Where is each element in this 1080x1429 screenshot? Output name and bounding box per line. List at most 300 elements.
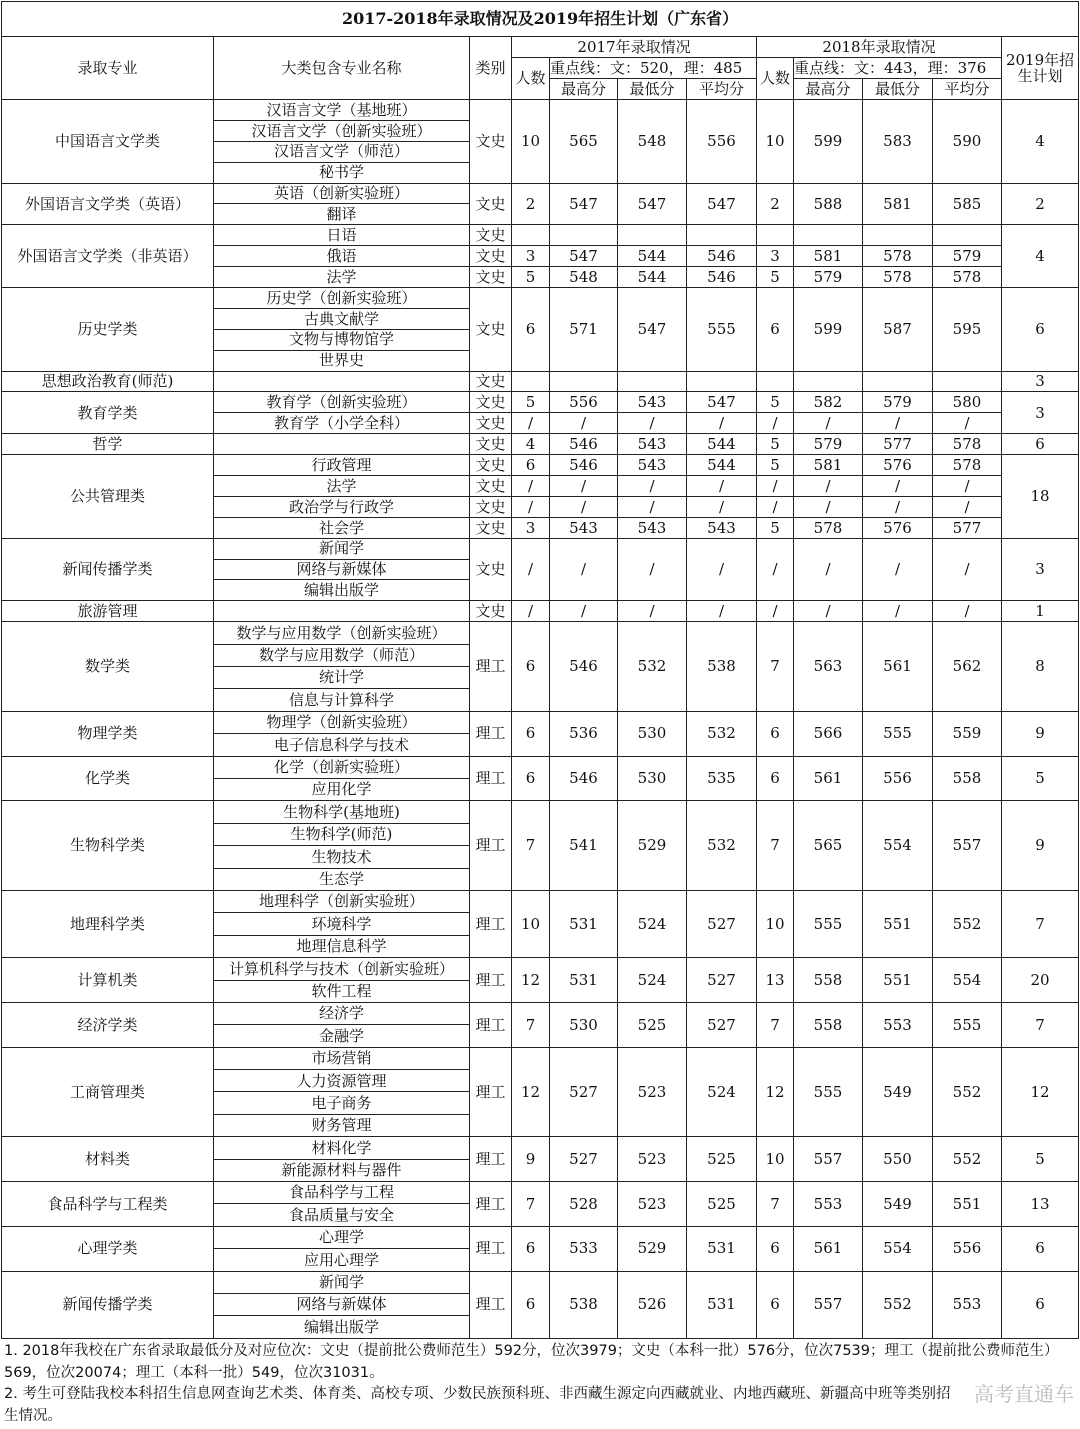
min-2017	[618, 225, 687, 246]
count-2018: 2	[757, 183, 794, 225]
avg-2017: 556	[687, 100, 757, 184]
min-2018: 549	[863, 1182, 933, 1227]
major-category: 外国语言文学类（英语）	[2, 183, 214, 225]
min-2018: 561	[863, 622, 933, 712]
sub-major: 电子商务	[214, 1092, 470, 1114]
major-category: 哲学	[2, 434, 214, 455]
table-row	[2, 958, 1079, 980]
major-category: 新闻传播学类	[2, 1271, 214, 1338]
sub-major: 汉语言文学（创新实验班）	[214, 120, 470, 141]
min-2017: 543	[618, 455, 687, 476]
avg-2017: /	[687, 476, 757, 497]
table-title: 2017-2018年录取情况及2019年招生计划（广东省）	[2, 2, 1079, 37]
table-row	[2, 756, 1079, 778]
avg-2017: /	[687, 601, 757, 622]
min-2018: 551	[863, 958, 933, 1003]
footnotes	[4, 1341, 1074, 1427]
type: 文史	[470, 183, 512, 225]
sub-major: 生物科学(师范)	[214, 823, 470, 845]
count-2017: 7	[512, 1002, 550, 1047]
major-category: 物理学类	[2, 711, 214, 756]
max-2017: 530	[550, 1002, 618, 1047]
header-avg-2018: 平均分	[933, 79, 1002, 100]
min-2018: 581	[863, 183, 933, 225]
min-2018: 587	[863, 288, 933, 372]
count-2018: 6	[757, 288, 794, 372]
table-row	[2, 288, 1079, 309]
table-row	[2, 601, 1079, 622]
avg-2017: 544	[687, 455, 757, 476]
sub-major: 社会学	[214, 517, 470, 538]
min-2018	[863, 225, 933, 246]
avg-2017: 527	[687, 1002, 757, 1047]
table-row	[2, 711, 1079, 733]
plan-2019: 6	[1002, 1271, 1079, 1338]
header-2018: 2018年录取情况	[757, 37, 1002, 58]
header-major: 录取专业	[2, 37, 214, 100]
min-2017: 543	[618, 517, 687, 538]
avg-2018	[933, 371, 1002, 392]
avg-2017: /	[687, 413, 757, 434]
min-2017: 525	[618, 1002, 687, 1047]
avg-2018: 557	[933, 801, 1002, 891]
count-2018: 7	[757, 1182, 794, 1227]
max-2018: 561	[794, 756, 863, 801]
plan-2019: 6	[1002, 288, 1079, 372]
count-2018: /	[757, 413, 794, 434]
max-2017: /	[550, 413, 618, 434]
min-2017: 524	[618, 958, 687, 1003]
count-2017: 5	[512, 392, 550, 413]
max-2017: 547	[550, 246, 618, 267]
count-2018: 5	[757, 267, 794, 288]
count-2018: /	[757, 476, 794, 497]
min-2018: 578	[863, 267, 933, 288]
count-2018: 5	[757, 392, 794, 413]
type: 文史	[470, 601, 512, 622]
major-category: 思想政治教育(师范)	[2, 371, 214, 392]
sub-major: 化学（创新实验班）	[214, 756, 470, 778]
count-2017: 10	[512, 100, 550, 184]
count-2017: /	[512, 601, 550, 622]
avg-2018: 577	[933, 517, 1002, 538]
plan-2019: 7	[1002, 1002, 1079, 1047]
avg-2018: 585	[933, 183, 1002, 225]
max-2017: 546	[550, 622, 618, 712]
avg-2018	[933, 225, 1002, 246]
sub-major: 财务管理	[214, 1114, 470, 1136]
type: 理工	[470, 1047, 512, 1137]
min-2017: 544	[618, 267, 687, 288]
min-2018: 549	[863, 1047, 933, 1137]
count-2018: 10	[757, 100, 794, 184]
plan-2019: 5	[1002, 1137, 1079, 1182]
header-count-2018: 人数	[757, 58, 794, 100]
avg-2018: 554	[933, 958, 1002, 1003]
min-2018: 556	[863, 756, 933, 801]
sub-major: 材料化学	[214, 1137, 470, 1159]
max-2018	[794, 371, 863, 392]
count-2017: 6	[512, 1226, 550, 1271]
table-row	[2, 1002, 1079, 1024]
avg-2018: /	[933, 413, 1002, 434]
avg-2018: 552	[933, 1047, 1002, 1137]
sub-major: 文物与博物馆学	[214, 329, 470, 350]
sub-major: 应用心理学	[214, 1249, 470, 1271]
plan-2019: 3	[1002, 371, 1079, 392]
type: 理工	[470, 958, 512, 1003]
table-row	[2, 1182, 1079, 1204]
count-2017: 5	[512, 267, 550, 288]
avg-2018: 578	[933, 455, 1002, 476]
max-2018: 599	[794, 288, 863, 372]
max-2017: 536	[550, 711, 618, 756]
avg-2018: /	[933, 601, 1002, 622]
avg-2018: /	[933, 496, 1002, 517]
plan-2019: 2	[1002, 183, 1079, 225]
footnote-1: 1. 2018年我校在广东省录取最低分及对应位次：文史（提前批公费师范生）592分，位次3979；文史（本科一批）576分，位次7539；理工（提前批公费师范生）569，位次20074；理工（本科一批）549，位次31031。	[4, 1343, 1059, 1381]
count-2017: 4	[512, 434, 550, 455]
plan-2019: 13	[1002, 1182, 1079, 1227]
avg-2018: 556	[933, 1226, 1002, 1271]
avg-2018: 559	[933, 711, 1002, 756]
count-2017: 7	[512, 1182, 550, 1227]
avg-2017	[687, 225, 757, 246]
min-2018: 583	[863, 100, 933, 184]
sub-major: 编辑出版学	[214, 1316, 470, 1338]
sub-major: 食品科学与工程	[214, 1182, 470, 1204]
type: 文史	[470, 267, 512, 288]
count-2018: 7	[757, 801, 794, 891]
table-row	[2, 801, 1079, 823]
max-2018: /	[794, 601, 863, 622]
max-2018: /	[794, 476, 863, 497]
sub-major: 物理学（创新实验班）	[214, 711, 470, 733]
admission-table	[1, 1, 1079, 1339]
major-category: 外国语言文学类（非英语）	[2, 225, 214, 288]
plan-2019: 1	[1002, 601, 1079, 622]
sub-major: 汉语言文学（师范）	[214, 141, 470, 162]
min-2018: /	[863, 496, 933, 517]
type: 文史	[470, 538, 512, 601]
max-2017: 565	[550, 100, 618, 184]
type: 文史	[470, 246, 512, 267]
sub-major: 教育学（创新实验班）	[214, 392, 470, 413]
plan-2019: 18	[1002, 455, 1079, 539]
watermark: 高考直通车	[974, 1382, 1074, 1406]
sub-major: 古典文献学	[214, 308, 470, 329]
max-2017: 548	[550, 267, 618, 288]
avg-2018: 562	[933, 622, 1002, 712]
max-2017: 541	[550, 801, 618, 891]
count-2017: 6	[512, 455, 550, 476]
max-2017: /	[550, 601, 618, 622]
major-category: 旅游管理	[2, 601, 214, 622]
max-2018: 557	[794, 1271, 863, 1338]
avg-2018: 555	[933, 1002, 1002, 1047]
count-2017: 3	[512, 517, 550, 538]
sub-major: 人力资源管理	[214, 1070, 470, 1092]
max-2017: 546	[550, 756, 618, 801]
count-2017: 12	[512, 958, 550, 1003]
min-2017: 523	[618, 1047, 687, 1137]
header-plan-2019: 2019年招生计划	[1002, 37, 1079, 100]
major-category: 地理科学类	[2, 890, 214, 957]
avg-2018: /	[933, 538, 1002, 601]
plan-2019: 4	[1002, 100, 1079, 184]
min-2017: 524	[618, 890, 687, 957]
min-2018: /	[863, 413, 933, 434]
max-2018: 579	[794, 267, 863, 288]
avg-2017: 525	[687, 1137, 757, 1182]
footnote-2: 2. 考生可登陆我校本科招生信息网查询艺术类、体育类、高校专项、少数民族预科班、非西藏生源定向西藏就业、内地西藏班、新疆高中班等类别招生情况。	[4, 1386, 951, 1424]
sub-major: 信息与计算科学	[214, 689, 470, 711]
count-2017: 10	[512, 890, 550, 957]
sub-major: 教育学（小学全科）	[214, 413, 470, 434]
avg-2018: /	[933, 476, 1002, 497]
avg-2017: 543	[687, 517, 757, 538]
sub-major: 地理信息科学	[214, 935, 470, 957]
min-2018: /	[863, 601, 933, 622]
max-2018: 555	[794, 1047, 863, 1137]
avg-2017: 535	[687, 756, 757, 801]
avg-2017: 532	[687, 801, 757, 891]
table-row	[2, 538, 1079, 559]
sub-major: 心理学	[214, 1226, 470, 1248]
min-2018: 553	[863, 1002, 933, 1047]
sub-major: 生态学	[214, 868, 470, 890]
count-2017: /	[512, 413, 550, 434]
table-row	[2, 371, 1079, 392]
plan-2019: 3	[1002, 392, 1079, 434]
min-2017: /	[618, 496, 687, 517]
header-min-2017: 最低分	[618, 79, 687, 100]
min-2017: 544	[618, 246, 687, 267]
max-2018: 582	[794, 392, 863, 413]
max-2017: 543	[550, 517, 618, 538]
min-2018: 550	[863, 1137, 933, 1182]
count-2018: 3	[757, 246, 794, 267]
major-category: 历史学类	[2, 288, 214, 372]
sub-major: 政治学与行政学	[214, 496, 470, 517]
table-row	[2, 455, 1079, 476]
major-category: 心理学类	[2, 1226, 214, 1271]
sub-major: 网络与新媒体	[214, 1293, 470, 1315]
sub-major: 俄语	[214, 246, 470, 267]
count-2018: /	[757, 601, 794, 622]
avg-2017: /	[687, 496, 757, 517]
max-2017: 547	[550, 183, 618, 225]
avg-2017: 524	[687, 1047, 757, 1137]
sub-major: 地理科学（创新实验班）	[214, 890, 470, 912]
table-row	[2, 1226, 1079, 1248]
sub-major: 法学	[214, 476, 470, 497]
avg-2018: 590	[933, 100, 1002, 184]
min-2017: 543	[618, 392, 687, 413]
max-2018	[794, 225, 863, 246]
type: 理工	[470, 1226, 512, 1271]
table-row	[2, 392, 1079, 413]
sub-major: 汉语言文学（基地班）	[214, 100, 470, 121]
max-2018: 599	[794, 100, 863, 184]
table-row	[2, 1047, 1079, 1069]
avg-2017: 546	[687, 267, 757, 288]
avg-2017: 532	[687, 711, 757, 756]
type: 理工	[470, 622, 512, 712]
avg-2018: 578	[933, 267, 1002, 288]
max-2018: 578	[794, 517, 863, 538]
count-2018: 7	[757, 622, 794, 712]
count-2018: /	[757, 496, 794, 517]
plan-2019: 5	[1002, 756, 1079, 801]
max-2018: 553	[794, 1182, 863, 1227]
min-2017: 547	[618, 288, 687, 372]
max-2017: /	[550, 476, 618, 497]
avg-2017: 555	[687, 288, 757, 372]
min-2018: 577	[863, 434, 933, 455]
table-row	[2, 183, 1079, 204]
max-2018: /	[794, 538, 863, 601]
sub-major	[214, 371, 470, 392]
avg-2017	[687, 371, 757, 392]
max-2017	[550, 225, 618, 246]
max-2017: 531	[550, 890, 618, 957]
count-2018: 5	[757, 455, 794, 476]
avg-2018: 553	[933, 1271, 1002, 1338]
avg-2017: 547	[687, 392, 757, 413]
count-2018: 5	[757, 434, 794, 455]
avg-2017: 531	[687, 1226, 757, 1271]
sub-major: 环境科学	[214, 913, 470, 935]
sub-major: 生物技术	[214, 846, 470, 868]
min-2017: 547	[618, 183, 687, 225]
table-row	[2, 622, 1079, 644]
max-2017: /	[550, 496, 618, 517]
count-2018	[757, 225, 794, 246]
max-2018: /	[794, 413, 863, 434]
type: 文史	[470, 288, 512, 372]
max-2017: 546	[550, 455, 618, 476]
count-2017: 6	[512, 622, 550, 712]
min-2018: 554	[863, 1226, 933, 1271]
max-2018: 558	[794, 958, 863, 1003]
avg-2018: 551	[933, 1182, 1002, 1227]
major-category: 生物科学类	[2, 801, 214, 891]
header-min-2018: 最低分	[863, 79, 933, 100]
plan-2019: 8	[1002, 622, 1079, 712]
major-category: 教育学类	[2, 392, 214, 434]
count-2017: 6	[512, 711, 550, 756]
min-2017: 523	[618, 1137, 687, 1182]
header-max-2018: 最高分	[794, 79, 863, 100]
sub-major: 经济学	[214, 1002, 470, 1024]
sub-major: 金融学	[214, 1025, 470, 1047]
min-2018	[863, 371, 933, 392]
sub-major: 法学	[214, 267, 470, 288]
type: 文史	[470, 100, 512, 184]
header-type: 类别	[470, 37, 512, 100]
max-2018: /	[794, 496, 863, 517]
min-2017: 529	[618, 1226, 687, 1271]
table-row	[2, 225, 1079, 246]
major-category: 经济学类	[2, 1002, 214, 1047]
sub-major: 电子信息科学与技术	[214, 734, 470, 756]
type: 理工	[470, 756, 512, 801]
plan-2019: 7	[1002, 890, 1079, 957]
min-2018: 554	[863, 801, 933, 891]
count-2018: 6	[757, 1271, 794, 1338]
max-2018: 563	[794, 622, 863, 712]
sub-major: 秘书学	[214, 162, 470, 183]
count-2018: 13	[757, 958, 794, 1003]
header-max-2017: 最高分	[550, 79, 618, 100]
sub-major: 日语	[214, 225, 470, 246]
min-2017: 530	[618, 756, 687, 801]
header-avg-2017: 平均分	[687, 79, 757, 100]
min-2017: 526	[618, 1271, 687, 1338]
max-2017: 528	[550, 1182, 618, 1227]
min-2018: 579	[863, 392, 933, 413]
plan-2019: 4	[1002, 225, 1079, 288]
sub-major: 计算机科学与技术（创新实验班）	[214, 958, 470, 980]
sub-major: 英语（创新实验班）	[214, 183, 470, 204]
type: 文史	[470, 434, 512, 455]
plan-2019: 9	[1002, 711, 1079, 756]
major-category: 中国语言文学类	[2, 100, 214, 184]
plan-2019: 12	[1002, 1047, 1079, 1137]
max-2018: 566	[794, 711, 863, 756]
min-2017: 523	[618, 1182, 687, 1227]
min-2018: 552	[863, 1271, 933, 1338]
avg-2017: 547	[687, 183, 757, 225]
count-2017: /	[512, 538, 550, 601]
avg-2017: 527	[687, 958, 757, 1003]
min-2017: 529	[618, 801, 687, 891]
count-2018: 10	[757, 890, 794, 957]
table-row	[2, 434, 1079, 455]
sub-major: 市场营销	[214, 1047, 470, 1069]
min-2017: 530	[618, 711, 687, 756]
max-2017: 556	[550, 392, 618, 413]
min-2017: /	[618, 476, 687, 497]
type: 理工	[470, 890, 512, 957]
max-2017: 538	[550, 1271, 618, 1338]
avg-2018: 595	[933, 288, 1002, 372]
sub-major	[214, 601, 470, 622]
type: 理工	[470, 1002, 512, 1047]
min-2018: 555	[863, 711, 933, 756]
avg-2017: 546	[687, 246, 757, 267]
max-2018: 561	[794, 1226, 863, 1271]
max-2017: 571	[550, 288, 618, 372]
count-2018: 6	[757, 1226, 794, 1271]
major-category: 新闻传播学类	[2, 538, 214, 601]
count-2017: 6	[512, 288, 550, 372]
major-category: 食品科学与工程类	[2, 1182, 214, 1227]
avg-2017: 525	[687, 1182, 757, 1227]
type: 文史	[470, 392, 512, 413]
min-2017: /	[618, 413, 687, 434]
sub-major: 翻译	[214, 204, 470, 225]
min-2017	[618, 371, 687, 392]
count-2017: 12	[512, 1047, 550, 1137]
count-2017: 9	[512, 1137, 550, 1182]
count-2017: 6	[512, 1271, 550, 1338]
count-2018: /	[757, 538, 794, 601]
sub-major: 行政管理	[214, 455, 470, 476]
count-2018: 6	[757, 756, 794, 801]
sub-major: 食品质量与安全	[214, 1204, 470, 1226]
